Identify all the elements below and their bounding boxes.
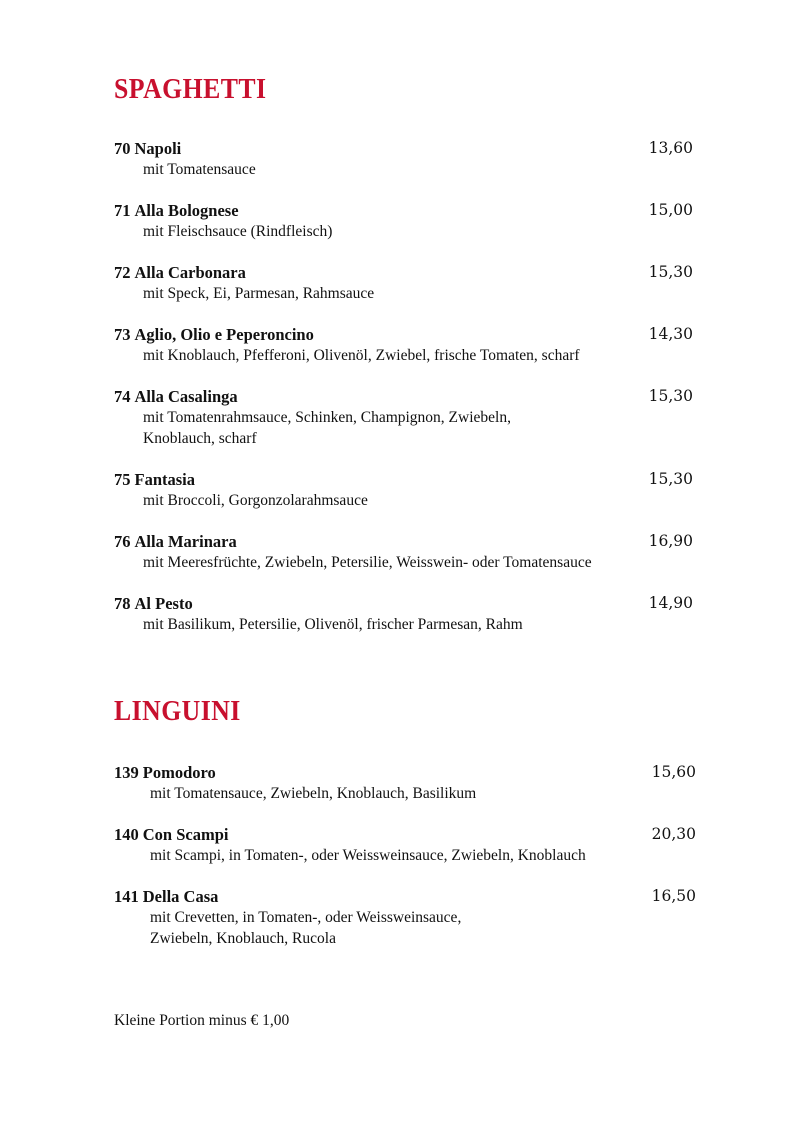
item-price: 15,00 <box>648 201 693 219</box>
item-price: 15,30 <box>648 263 693 281</box>
item-number: 139 <box>114 763 139 782</box>
item-number: 71 <box>114 201 131 220</box>
item-number: 72 <box>114 263 131 282</box>
item-number: 141 <box>114 887 139 906</box>
item-description: mit Broccoli, Gorgonzolarahmsauce <box>143 492 368 509</box>
item-name: Alla Casalinga <box>134 387 238 406</box>
item-price: 20,30 <box>651 825 696 843</box>
item-name: Pomodoro <box>142 763 216 782</box>
menu-item <box>114 138 693 180</box>
item-description: mit Tomatensauce <box>143 161 256 178</box>
section-title-spaghetti: SPAGHETTI <box>114 74 267 105</box>
portion-note: Kleine Portion minus € 1,00 <box>114 1012 290 1029</box>
item-number: 78 <box>114 594 131 613</box>
item-number: 74 <box>114 387 131 406</box>
menu-item <box>114 762 696 804</box>
section-title-linguini: LINGUINI <box>114 696 241 727</box>
item-number: 75 <box>114 470 131 489</box>
item-price: 14,30 <box>648 325 693 343</box>
spaghetti-section <box>114 76 693 655</box>
item-description: mit Knoblauch, Pfefferoni, Olivenöl, Zwiebel, frische Tomaten, scharf <box>143 347 580 364</box>
item-number: 140 <box>114 825 139 844</box>
menu-item <box>114 200 693 242</box>
menu-item <box>114 824 696 866</box>
item-description: mit Fleischsauce (Rindfleisch) <box>143 223 333 240</box>
menu-item <box>114 324 693 366</box>
menu-item <box>114 886 696 949</box>
item-price: 13,60 <box>648 139 693 157</box>
item-number: 73 <box>114 325 131 344</box>
spaghetti-item-list <box>114 138 693 635</box>
item-name: Aglio, Olio e Peperoncino <box>134 325 314 344</box>
linguini-item-list <box>114 762 696 949</box>
item-name: Fantasia <box>134 470 196 489</box>
item-name: Alla Bolognese <box>134 201 239 220</box>
item-number: 76 <box>114 532 131 551</box>
item-name: Al Pesto <box>134 594 193 613</box>
item-description: mit Crevetten, in Tomaten-, oder Weissweinsauce, Zwiebeln, Knoblauch, Rucola <box>150 909 462 947</box>
item-price: 14,90 <box>648 594 693 612</box>
item-price: 16,90 <box>648 532 693 550</box>
item-description: mit Tomatensauce, Zwiebeln, Knoblauch, Basilikum <box>150 785 477 802</box>
menu-item <box>114 531 693 573</box>
menu-item <box>114 386 693 449</box>
item-name: Con Scampi <box>142 825 229 844</box>
item-price: 16,50 <box>651 887 696 905</box>
item-price: 15,60 <box>651 763 696 781</box>
item-description: mit Tomatenrahmsauce, Schinken, Champignon, Zwiebeln, Knoblauch, scharf <box>143 409 511 447</box>
item-description: mit Speck, Ei, Parmesan, Rahmsauce <box>143 285 375 302</box>
menu-item <box>114 262 693 304</box>
menu-item <box>114 593 693 635</box>
item-description: mit Basilikum, Petersilie, Olivenöl, frischer Parmesan, Rahm <box>143 616 523 633</box>
linguini-section <box>114 696 696 969</box>
item-name: Alla Marinara <box>134 532 237 551</box>
item-name: Napoli <box>134 139 182 158</box>
item-number: 70 <box>114 139 131 158</box>
item-price: 15,30 <box>648 387 693 405</box>
item-description: mit Scampi, in Tomaten-, oder Weissweinsauce, Zwiebeln, Knoblauch <box>150 847 586 864</box>
item-name: Alla Carbonara <box>134 263 246 282</box>
item-name: Della Casa <box>142 887 219 906</box>
item-price: 15,30 <box>648 470 693 488</box>
menu-item <box>114 469 693 511</box>
item-description: mit Meeresfrüchte, Zwiebeln, Petersilie, Weisswein- oder Tomatensauce <box>143 554 592 571</box>
